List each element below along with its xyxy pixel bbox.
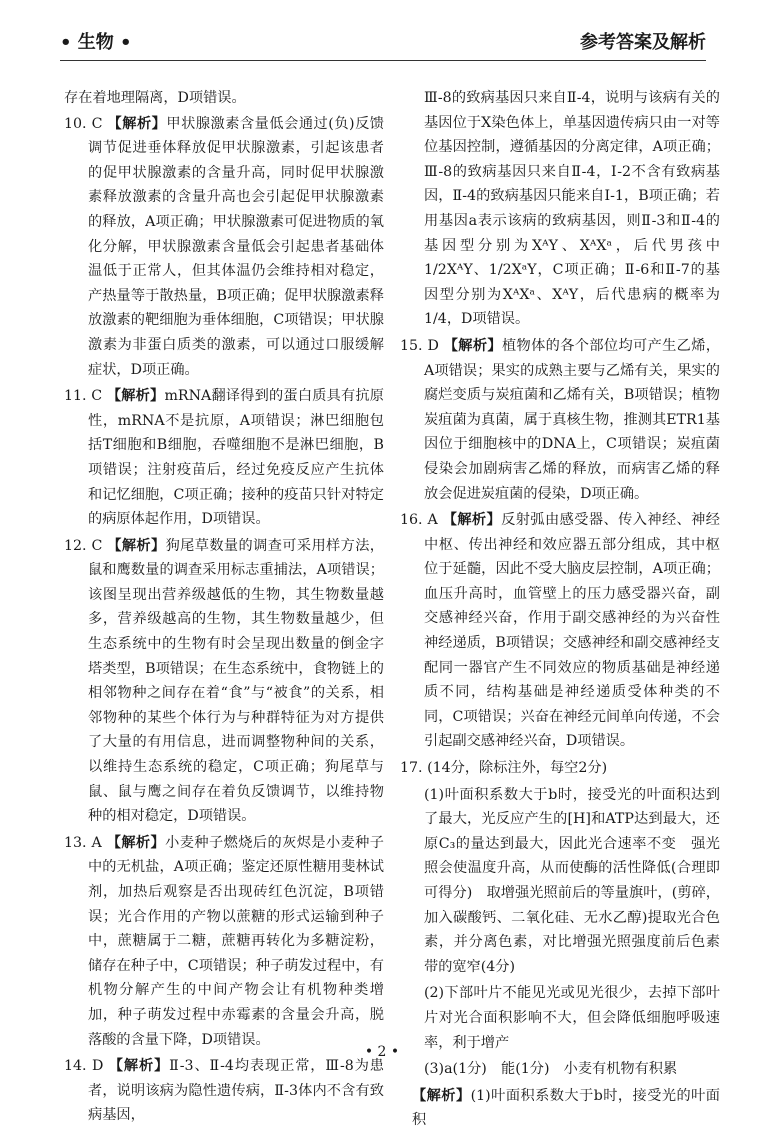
answer-17-part3: (3)a(1分) 能(1分) 小麦有机物有积累: [424, 1061, 678, 1078]
answer-11: [64, 384, 384, 532]
answer-17-explanation: [400, 1084, 720, 1133]
answer-17-scoring: (14分，除标注外，每空2分): [427, 760, 608, 777]
header-title: 参考答案及解析: [580, 32, 706, 53]
answer-14-number: 14. D: [64, 1058, 104, 1075]
answer-15-number: 15. D: [400, 337, 439, 354]
answer-13-number: 13. A: [64, 834, 102, 851]
answer-14-text: Ⅱ-3、Ⅱ-4均表现正常，Ⅲ-8为患者，说明该病为隐性遗传病，Ⅱ-3体内不含有致病基因，: [88, 1058, 384, 1124]
answer-17-number: 17.: [400, 760, 423, 777]
answer-17-part1: (1)叶面积系数大于b时，接受光的叶面积达到了最大，光反应产生的[H]和ATP达到最大，还原C₃的量达到最大，因此光合速率不变 强光照会使温度升高，从而使酶的活性降低(合理即可得分) 取增强光照前后的等量旗叶，(剪碎，加入碳酸钙、二氧化硅、无水乙醇)提取光合色素，并分离色素，对比增强光照强度前后色素带的宽窄(4分): [424, 786, 720, 975]
answer-14-continued: Ⅲ-8的致病基因只来自Ⅱ-4，说明与该病有关的基因位于X染色体上，单基因遗传病只由一对等位基因控制，遵循基因的分离定律，A项正确；Ⅲ-8的致病基因只来自Ⅱ-4，Ⅰ-2不含有致病基因，Ⅱ-4的致病基因只能来自Ⅰ-1，B项正确；若用基因a表示该病的致病基因，则Ⅱ-3和Ⅱ-4的基因型分别为XᴬY、XᴬXᵃ，后代男孩中1/2XᴬY、1/2XᵃY，C项正确；Ⅱ-6和Ⅱ-7的基因型分别为XᴬXᵃ、XᴬY，后代患病的概率为1/4，D项错误。: [424, 90, 720, 328]
left-column: [64, 86, 384, 1130]
answer-15-text: 植物体的各个部位均可产生乙烯，A项错误；果实的成熟主要与乙烯有关，果实的腐烂变质与炭疽菌和乙烯有关，B项错误；植物炭疽菌为真菌，属于真核生物，推测其ETR1基因位于细胞核中的DNA上，C项错误；炭疽菌侵染会加剧病害乙烯的释放，而病害乙烯的释放会促进炭疽菌的侵染，D项正确。: [424, 337, 720, 502]
answer-14: [64, 1054, 384, 1128]
answer-16-tag: 【解析】: [442, 512, 502, 529]
answer-12-text: 狗尾草数量的调查可采用样方法，鼠和鹰数量的调查采用标志重捕法，A项错误；该图呈现出营养级越低的生物，其生物数量越多，营养级越高的生物，其生物数量越少，但生态系统中的生物有时会呈现出数量的倒金字塔类型，B项错误；在生态系统中，食物链上的相邻物种之间存在着“食”与“被食”的关系，相邻物种的某些个体行为与种群特征为对方提供了大量的有用信息，进而调整物种间的关系，以维持生态系统的稳定，C项正确；狗尾草与鼠、鼠与鹰之间存在着负反馈调节，以维持物种的相对稳定，D项错误。: [88, 537, 384, 825]
answer-13-tag: 【解析】: [106, 834, 166, 851]
answer-17-explanation-text: (1)叶面积系数大于b时，接受光的叶面积: [412, 1087, 720, 1129]
answer-10-text: 甲状腺激素含量低会通过(负)反馈调节促进垂体释放促甲状腺激素，引起该患者的促甲状腺激素的含量升高，同时促甲状腺激素释放激素的含量升高也会引起促甲状腺激素的释放，A项正确；甲状腺激素可促进物质的氧化分解，甲状腺激素含量低会引起患者基础体温低于正常人，但其体温仍会维持相对稳定，产热量等于散热量，B项正确；促甲状腺激素释放激素的靶细胞为垂体细胞，C项错误；甲状腺激素为非蛋白质类的激素，可以通过口服缓解症状，D项正确。: [88, 115, 384, 378]
answer-12-tag: 【解析】: [107, 537, 166, 554]
answer-11-number: 11. C: [64, 388, 103, 405]
answer-11-tag: 【解析】: [106, 388, 165, 405]
answer-14-tag: 【解析】: [108, 1058, 170, 1075]
answer-16-text: 反射弧由感受器、传入神经、神经中枢、传出神经和效应器五部分组成，其中枢位于延髓，因此不受大脑皮层控制，A项正确；血压升高时，血管壁上的压力感受器兴奋，副交感神经兴奋，作用于副交感神经的为兴奋性神经递质，B项错误；交感神经和副交感神经支配同一器官产生不同效应的物质基础是神经递质不同，结构基础是神经递质受体种类的不同，C项错误；兴奋在神经元间单向传递，不会引起副交感神经兴奋，D项错误。: [424, 512, 720, 750]
answer-13-text: 小麦种子燃烧后的灰烬是小麦种子中的无机盐，A项正确；鉴定还原性糖用斐林试剂，加热后观察是否出现砖红色沉淀，B项错误；光合作用的产物以蔗糖的形式运输到种子中，蔗糖属于二糖，蔗糖再转化为多糖淀粉，储存在种子中，C项错误；种子萌发过程中，有机物分解产生的中间产物会让有机物种类增加，种子萌发过程中赤霉素的含量会升高，脱落酸的含量下降，D项错误。: [88, 834, 384, 1048]
answer-11-text: mRNA翻译得到的蛋白质具有抗原性，mRNA不是抗原，A项错误；淋巴细胞包括T细胞和B细胞，吞噬细胞不是淋巴细胞，B项错误；注射疫苗后，经过免疫反应产生抗体和记忆细胞，C项正确；接种的疫苗只针对特定的病原体起作用，D项错误。: [88, 388, 384, 528]
answer-10-number: 10. C: [64, 115, 103, 132]
answer-17-tag: 【解析】: [412, 1087, 471, 1104]
header-rule: [60, 60, 706, 61]
right-column: [400, 86, 720, 1135]
answer-10: [64, 112, 384, 383]
answer-13: [64, 831, 384, 1052]
answer-16: [400, 508, 720, 754]
answer-17-heading: [400, 756, 720, 781]
answer-12: [64, 534, 384, 829]
answer-15-tag: 【解析】: [443, 337, 502, 354]
header-subject: • 生物 •: [60, 32, 132, 53]
carryover-paragraph: 存在着地理隔离，D项错误。: [64, 90, 246, 106]
answer-10-tag: 【解析】: [107, 115, 167, 132]
answer-15: [400, 334, 720, 506]
answer-12-number: 12. C: [64, 537, 103, 554]
answer-17-part2: (2)下部叶片不能见光或见光很少，去掉下部叶片对光合面积影响不大，但会降低细胞呼吸速率，利于增产: [424, 985, 720, 1051]
page-number: • 2 •: [364, 1044, 400, 1060]
answer-16-number: 16. A: [400, 512, 438, 529]
